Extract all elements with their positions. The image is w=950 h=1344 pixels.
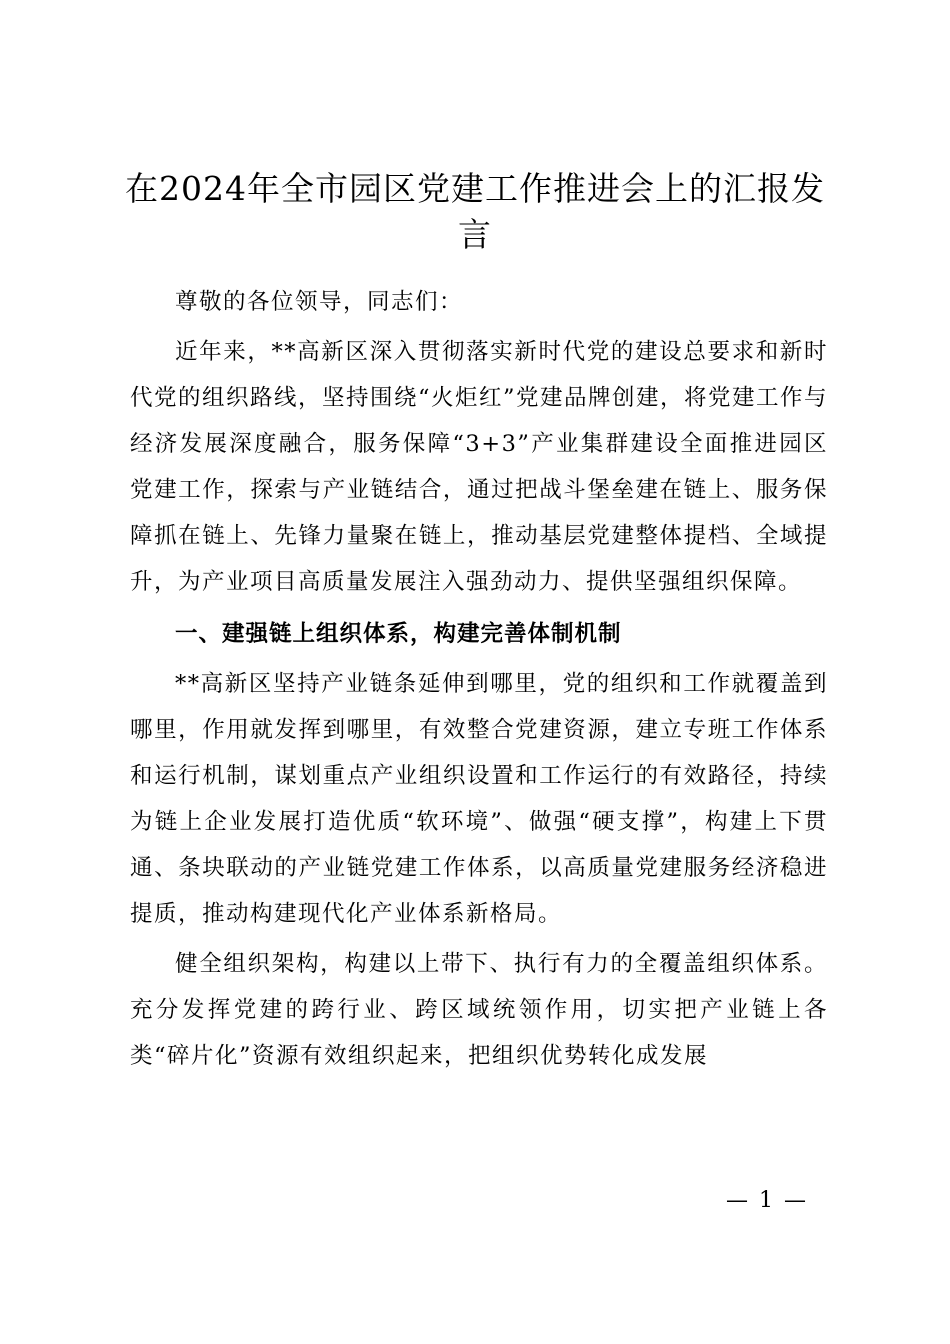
- document-title: 在2024年全市园区党建工作推进会上的汇报发言: [125, 169, 825, 254]
- page-number: — 1 —: [726, 1188, 808, 1213]
- section1-paragraph-2: 健全组织架构，构建以上带下、执行有力的全覆盖组织体系。充分发挥党建的跨行业、跨区域统领作用，切实把产业链上各类“碎片化”资源有效组织起来，把组织优势转化成发展: [130, 951, 828, 1069]
- document-body: [130, 279, 828, 1079]
- section-heading-1: 一、建强链上组织体系，构建完善体制机制: [175, 621, 622, 647]
- section1-paragraph-1: **高新区坚持产业链条延伸到哪里，党的组织和工作就覆盖到哪里，作用就发挥到哪里，有效整合党建资源，建立专班工作体系和运行机制，谋划重点产业组织设置和工作运行的有效路径，持续为链上企业发展打造优质“软环境”、做强“硬支撑”，构建上下贯通、条块联动的产业链党建工作体系，以高质量党建服务经济稳进提质，推动构建现代化产业体系新格局。: [130, 671, 828, 927]
- intro-paragraph: 近年来，**高新区深入贯彻落实新时代党的建设总要求和新时代党的组织路线，坚持围绕“火炬红”党建品牌创建，将党建工作与经济发展深度融合，服务保障“3+3”产业集群建设全面推进园区党建工作，探索与产业链结合，通过把战斗堡垒建在链上、服务保障抓在链上、先锋力量聚在链上，推动基层党建整体提档、全域提升，为产业项目高质量发展注入强劲动力、提供坚强组织保障。: [130, 339, 829, 595]
- greeting: 尊敬的各位领导，同志们：: [175, 289, 464, 315]
